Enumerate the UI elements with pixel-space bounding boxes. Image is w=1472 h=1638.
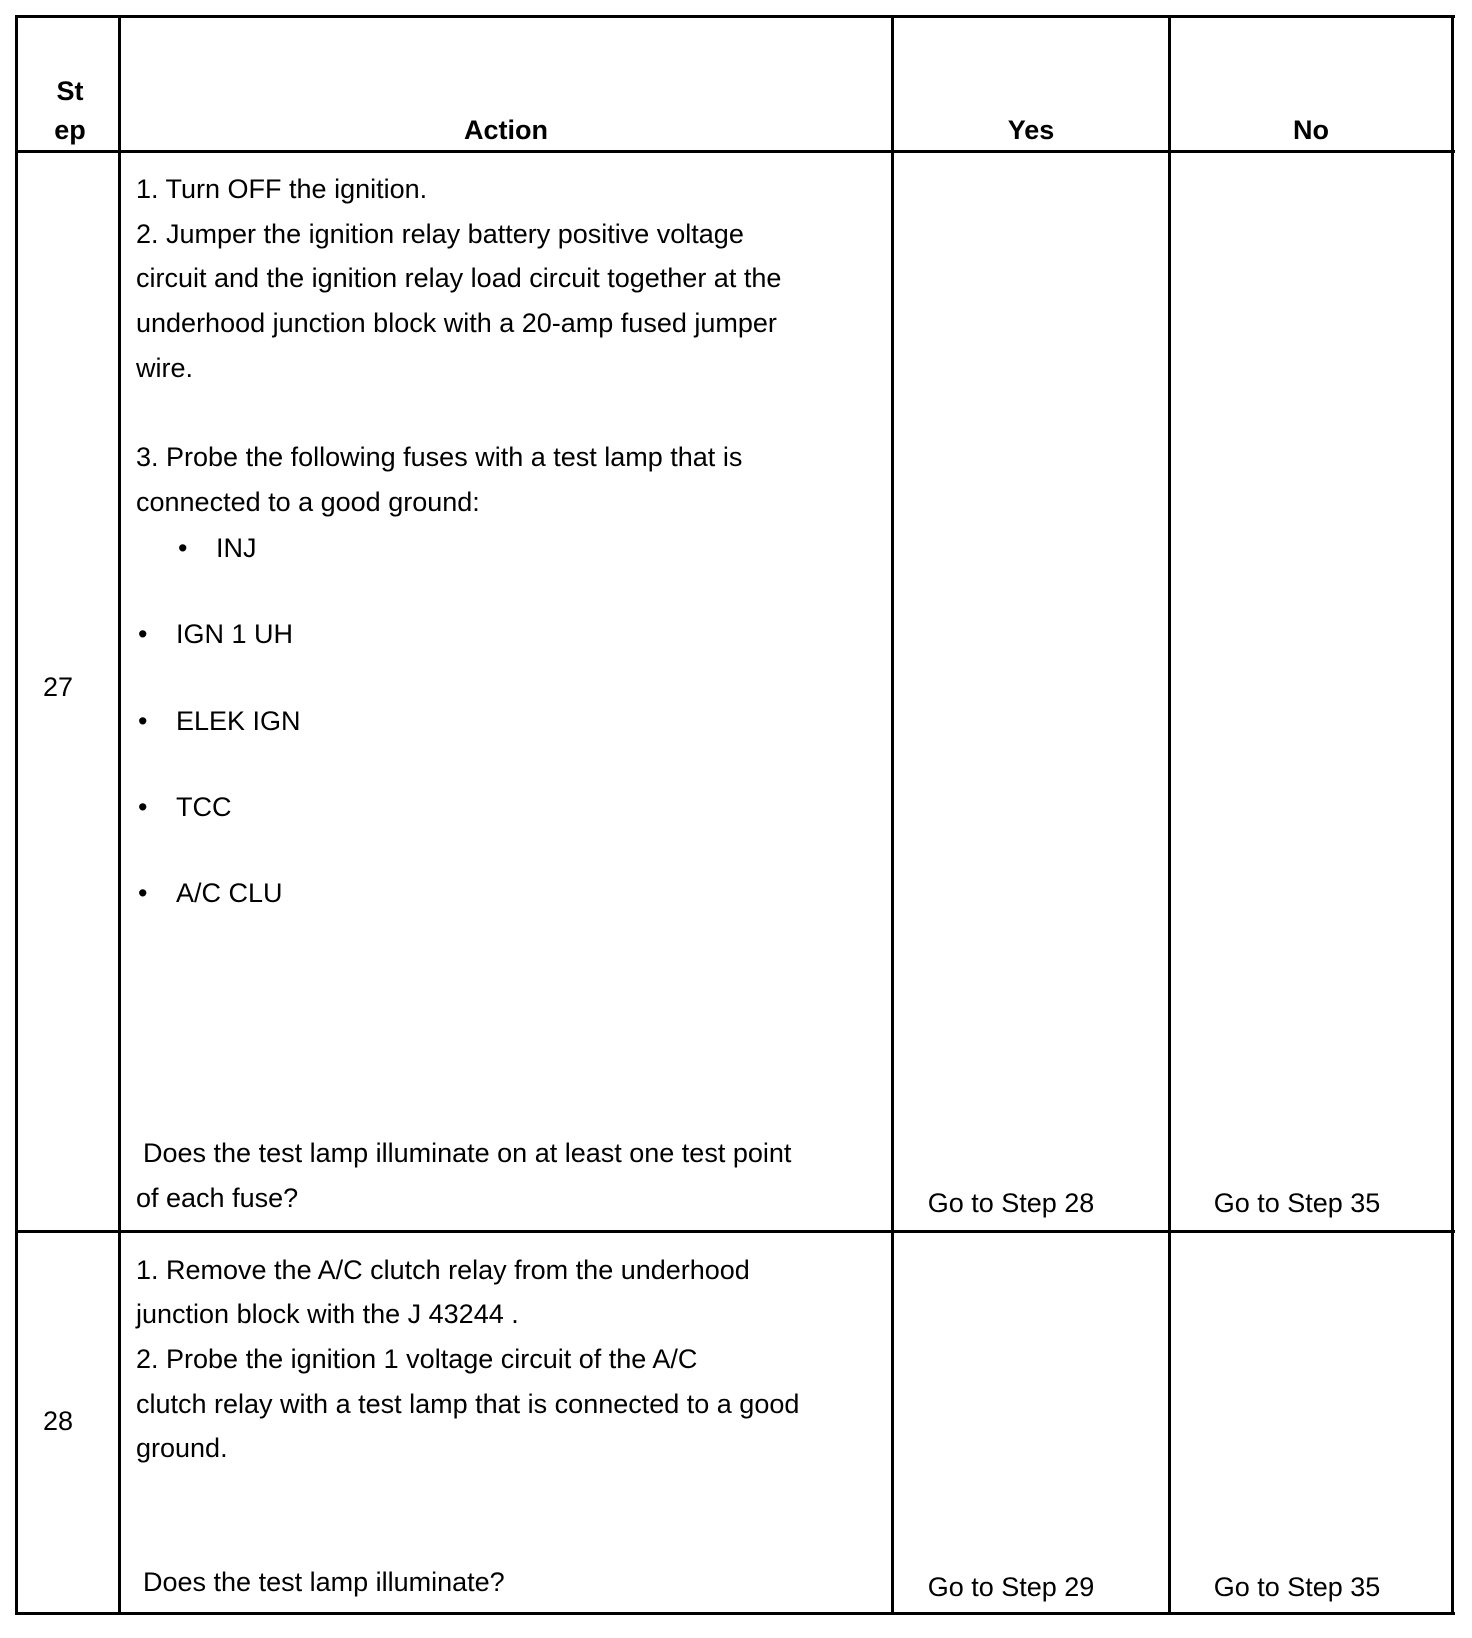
table-border-right	[1451, 15, 1454, 1615]
no-result: Go to Step 35	[1213, 1188, 1381, 1218]
bullet-icon: •	[138, 792, 148, 822]
bullet-icon: •	[138, 878, 148, 908]
header-action: Action	[464, 115, 548, 145]
action-line: wire.	[136, 353, 194, 383]
bullet-icon: •	[138, 619, 148, 649]
question-line: of each fuse?	[136, 1183, 299, 1213]
fuse-list-item	[138, 878, 283, 909]
fuse-name: INJ	[216, 533, 257, 563]
fuse-name: A/C CLU	[176, 878, 283, 908]
question-line: Does the test lamp illuminate on at least one test point	[143, 1138, 792, 1168]
yes-result: Go to Step 28	[927, 1188, 1095, 1218]
fuse-name: IGN 1 UH	[176, 619, 294, 649]
fuse-list-item	[178, 533, 257, 564]
fuse-name: TCC	[176, 792, 232, 822]
action-line: 3. Probe the following fuses with a test lamp that is	[136, 442, 743, 472]
header-divider	[15, 150, 1455, 153]
bullet-icon: •	[138, 706, 148, 736]
fuse-list-item	[138, 706, 301, 737]
table-border-left	[15, 15, 18, 1615]
fuse-list-item	[138, 792, 232, 823]
action-line: 1. Turn OFF the ignition.	[136, 174, 428, 204]
step-number: 27	[42, 672, 74, 702]
col-divider-action-yes	[891, 15, 894, 1615]
action-line: 1. Remove the A/C clutch relay from the underhood	[136, 1255, 750, 1285]
action-line: circuit and the ignition relay load circuit together at the	[136, 263, 782, 293]
action-line: junction block with the J 43244 .	[136, 1299, 519, 1329]
col-divider-yes-no	[1168, 15, 1171, 1615]
table-border-bottom	[15, 1612, 1455, 1615]
action-line: underhood junction block with a 20-amp fused jumper	[136, 308, 777, 338]
fuse-name: ELEK IGN	[176, 706, 301, 736]
action-line: clutch relay with a test lamp that is connected to a good	[136, 1389, 800, 1419]
action-line: 2. Probe the ignition 1 voltage circuit of the A/C	[136, 1344, 698, 1374]
question-line: Does the test lamp illuminate?	[143, 1567, 505, 1597]
action-line: connected to a good ground:	[136, 487, 480, 517]
no-result: Go to Step 35	[1213, 1572, 1381, 1602]
yes-result: Go to Step 29	[927, 1572, 1095, 1602]
action-line: ground.	[136, 1433, 228, 1463]
step-number: 28	[42, 1406, 74, 1436]
col-divider-step-action	[118, 15, 121, 1615]
header-no: No	[1293, 115, 1329, 145]
row-divider	[15, 1230, 1455, 1233]
table-border-top	[15, 15, 1455, 18]
fuse-list-item	[138, 619, 293, 650]
bullet-icon: •	[178, 533, 188, 563]
header-step-line2: ep	[54, 115, 86, 145]
header-step-line1: St	[56, 76, 84, 106]
action-line: 2. Jumper the ignition relay battery positive voltage	[136, 219, 744, 249]
header-yes: Yes	[1007, 115, 1055, 145]
